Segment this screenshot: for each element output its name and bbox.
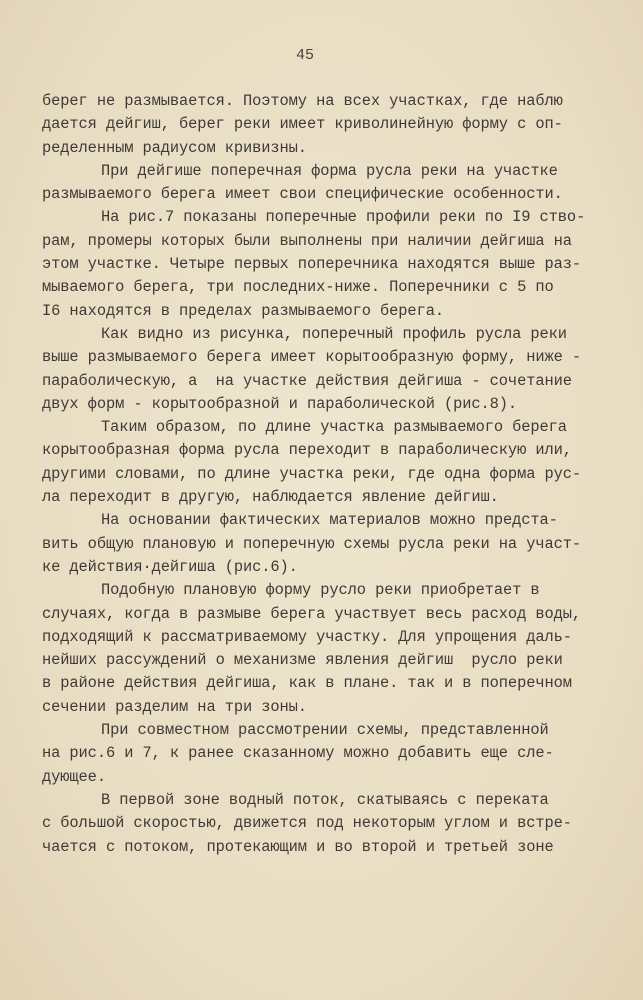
text-line: другими словами, по длине участка реки, где одна форма рус- xyxy=(42,464,582,483)
page-number: 45 xyxy=(296,47,315,64)
text-line: Подобную плановую форму русло реки приобретает в xyxy=(101,581,540,600)
text-line: случаях, когда в размыве берега участвует весь расход воды, xyxy=(42,604,582,623)
text-line: В первой зоне водный поток, скатываясь с переката xyxy=(101,790,549,809)
text-line: подходящий к рассматриваемому участку. Для упрощения даль- xyxy=(42,627,572,646)
paragraph xyxy=(42,206,585,322)
text-line: двух форм - корытообразной и параболической (рис.8). xyxy=(42,394,518,413)
text-line: на рис.6 и 7, к ранее сказанному можно добавить еще сле- xyxy=(42,744,554,763)
paragraph xyxy=(42,160,585,207)
text-line: в районе действия дейгиша, как в плане. так и в поперечном xyxy=(42,674,572,693)
paragraph xyxy=(42,719,585,789)
text-line: размываемого берега имеет свои специфические особенности. xyxy=(42,185,563,204)
text-line: дается дейгиш, берег реки имеет криволинейную форму с оп- xyxy=(42,115,563,134)
text-line: ла переходит в другую, наблюдается явление дейгиш. xyxy=(42,488,499,507)
paragraph xyxy=(42,323,585,416)
paragraph xyxy=(42,90,585,160)
text-line: ределенным радиусом кривизны. xyxy=(42,138,307,157)
text-line: При совместном рассмотрении схемы, представленной xyxy=(101,721,549,740)
body-text xyxy=(42,90,585,859)
text-line: При дейгише поперечная форма русла реки на участке xyxy=(101,161,558,180)
text-line: мываемого берега, три последних-ниже. Поперечники с 5 по xyxy=(42,278,554,297)
paragraph xyxy=(42,509,585,579)
text-line: с большой скоростью, движется под некоторым углом и встре- xyxy=(42,814,572,833)
paragraph xyxy=(42,579,585,719)
text-line: выше размываемого берега имеет корытообразную форму, ниже - xyxy=(42,348,582,367)
text-line: параболическую, а на участке действия дейгиша - сочетание xyxy=(42,371,572,390)
text-line: чается с потоком, протекающим и во второй и третьей зоне xyxy=(42,837,554,856)
text-line: вить общую плановую и поперечную схемы русла реки на участ- xyxy=(42,534,582,553)
text-line: На рис.7 показаны поперечные профили реки по I9 ство- xyxy=(101,208,586,227)
text-line: дующее. xyxy=(42,767,106,786)
paragraph xyxy=(42,789,585,859)
text-line: нейших рассуждений о механизме явления дейгиш русло реки xyxy=(42,651,563,670)
text-line: рам, промеры которых были выполнены при наличии дейгиша на xyxy=(42,231,572,250)
text-line: этом участке. Четыре первых поперечника находятся выше раз- xyxy=(42,255,582,274)
text-line: берег не размывается. Поэтому на всех участках, где наблю xyxy=(42,92,563,110)
text-line: I6 находятся в пределах размываемого берега. xyxy=(42,301,444,320)
paragraph xyxy=(42,416,585,509)
text-line: корытообразная форма русла переходит в параболическую или, xyxy=(42,441,572,460)
text-line: На основании фактических материалов можно предста- xyxy=(101,511,558,530)
text-line: сечении разделим на три зоны. xyxy=(42,697,307,716)
text-line: ке действия·дейгиша (рис.6). xyxy=(42,557,298,576)
text-line: Как видно из рисунка, поперечный профиль русла реки xyxy=(101,324,567,343)
text-line: Таким образом, по длине участка размываемого берега xyxy=(101,418,567,437)
